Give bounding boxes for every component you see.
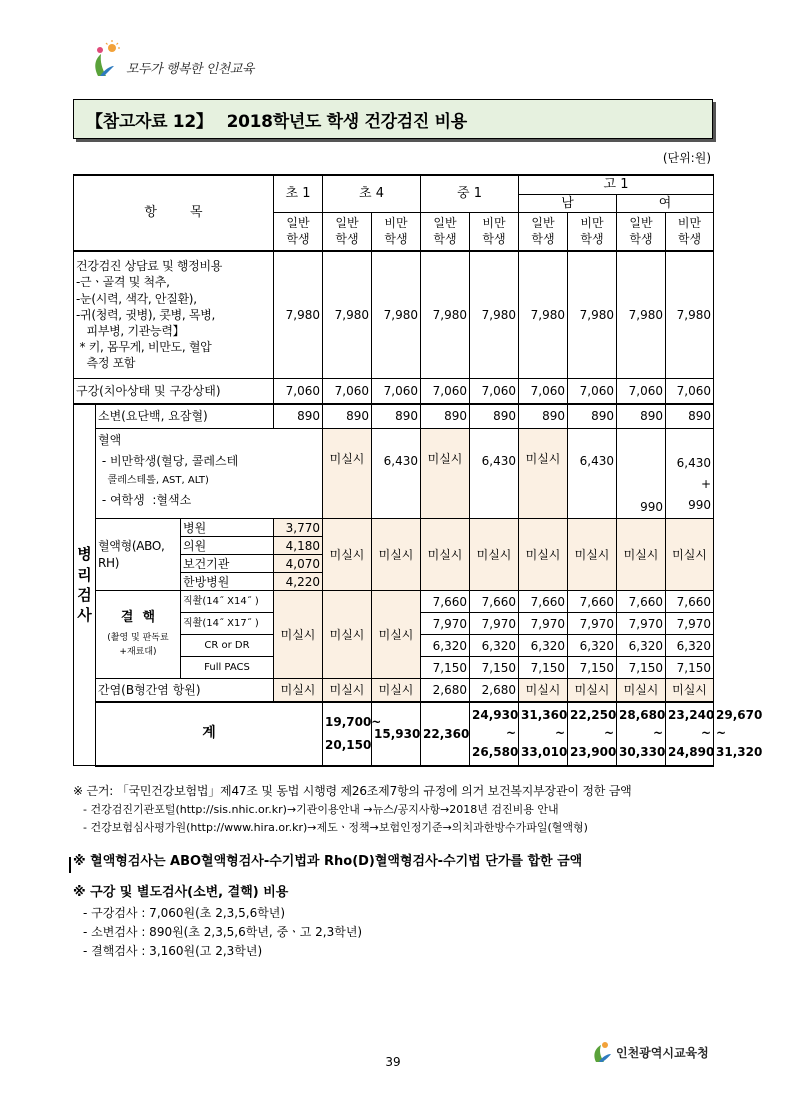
urine-value: 890 <box>274 404 323 429</box>
hospital-name: 한방병원 <box>181 573 274 591</box>
basic-value: 7,980 <box>568 251 617 379</box>
page-number: 39 <box>385 1055 401 1069</box>
tb-label: 결 핵 <box>120 610 156 626</box>
tb-value: 7,660 <box>421 591 470 613</box>
urine-value: 890 <box>323 404 372 429</box>
tb-value: 7,970 <box>470 613 519 635</box>
header-slogan: 모두가 행복한 인천교육 <box>126 61 254 77</box>
blood-label-cell <box>96 429 323 519</box>
tb-not-done: 미실시 <box>274 591 323 679</box>
hospital-name: 의원 <box>181 537 274 555</box>
blood-value: 6,430 <box>568 429 617 519</box>
tb-value: 7,660 <box>519 591 568 613</box>
tb-value: 7,150 <box>519 657 568 679</box>
header-general: 일반 학생 <box>323 213 372 251</box>
hospital-name: 병원 <box>181 519 274 537</box>
bloodtype-not-done: 미실시 <box>519 519 568 591</box>
basic-value: 7,980 <box>421 251 470 379</box>
header-grade4: 초 4 <box>323 175 421 213</box>
notes <box>73 782 718 962</box>
bloodtype-not-done: 미실시 <box>372 519 421 591</box>
hepatitis-value: 미실시 <box>372 679 421 702</box>
tb-value: 7,660 <box>470 591 519 613</box>
oral-value: 7,060 <box>274 379 323 404</box>
cost-table: 항 목 초 1 초 4 중 1 고 1 남 여 일반 학생 일반 학생 비만 학생 일반 학생 비만 학생 일반 학생 비만 학생 일반 학생 비만 학생 건강검진 상담료 및 행정비용 -근ㆍ골격 및 척추, -눈(시력, 색각, 안질환), -귀(청력, 귓병), 콧병, 목병, 피부병, 기관능력】 * 키, 몸무게, 비만도, 혈압 측정 포함 7,980 7,980 7,980 7,980 7,980 7,980 7,980 7,980 7,980 구강(치아상태 및 구강상태) 7,060 7,060 7,060 7,060 7,060 7,060 7,060 7,060 7,060 병 리 검 사 소변(요단백, 요잠혈) 890 890 890 890 890 890 890 890 890 혈액 - 비만학생(혈당, 콜레스테 콜레스테롤, AST, ALT) - 여학생 :혈색소 미실시 6,430 미실시 6,430 미실시 6,430 990 6,430 + 990 혈액형(ABO, RH) 병원 3,770 미실시 미실시 미실시 미실시 미실시 미실시 미실시 미실시 의원 4,180 보건기관 4,070 한방병원 4,220 결 핵 (촬영 및 판독료 +재료대) 직촬(14˝ X14˝ ) 미실시 미실시 미실시 7,660 7,660 7,660 7,660 7,660 7,660 직촬(14˝ X17˝ ) 7,970 7,970 7,970 7,970 7,970 7,970 CR or DR 6,320 6,320 6,320 6,320 6,320 6,320 Full PACS 7,150 7,150 7,150 7,150 7,150 7,150 간염(B형간염 항원) 미실시 미실시 미실시 2,680 2,680 미실시 미실시 미실시 미실시 계 19,700~ 20,150 15,930 22,360 24,930 ~ 26,580 31,360 ~ 33,010 22,250 ~ 23,900 28,680 ~ 30,330 23,240 ~ 24,890 29,670 ~ 31,320 <box>73 174 714 767</box>
hospital-value: 4,220 <box>274 573 323 591</box>
hospital-value: 4,070 <box>274 555 323 573</box>
header-item: 항 목 <box>74 175 274 251</box>
total-range: 24,930 ~ 26,580 <box>470 702 519 766</box>
header-female: 여 <box>617 194 714 213</box>
blood-value: 6,430 <box>372 429 421 519</box>
oral-value: 7,060 <box>470 379 519 404</box>
total-range: 23,240 ~ 24,890 <box>666 702 714 766</box>
footer-org: 인천광역시교육청 <box>616 1045 709 1060</box>
header-obese: 비만 학생 <box>666 213 714 251</box>
blood-line2: 콜레스테롤, AST, ALT) <box>98 475 209 487</box>
header-middle1: 중 1 <box>421 175 519 213</box>
basic-value: 7,980 <box>274 251 323 379</box>
bloodtype-not-done: 미실시 <box>470 519 519 591</box>
blood-not-done: 미실시 <box>519 429 568 519</box>
header-general: 일반 학생 <box>617 213 666 251</box>
note-basis-sub: - 건강검진기관포털(http://sis.nhic.or.kr)→기관이용안내 →뉴스/공지사항→2018년 검진비용 안내 <box>83 803 559 817</box>
basic-value: 7,980 <box>666 251 714 379</box>
unit-label: (단위:원) <box>662 151 711 165</box>
title-text: 2018학년도 학생 건강검진 비용 <box>226 111 467 132</box>
header-obese: 비만 학생 <box>568 213 617 251</box>
hepatitis-value: 2,680 <box>470 679 519 702</box>
tb-value: 6,320 <box>568 635 617 657</box>
basic-value: 7,980 <box>519 251 568 379</box>
basic-value: 7,980 <box>470 251 519 379</box>
note-extra: - 구강검사 : 7,060원(초 2,3,5,6학년) <box>83 905 286 920</box>
basic-value: 7,980 <box>617 251 666 379</box>
tb-value: 6,320 <box>617 635 666 657</box>
bloodtype-not-done: 미실시 <box>323 519 372 591</box>
header-logo <box>88 40 254 80</box>
tb-value: 7,150 <box>568 657 617 679</box>
tb-value: 6,320 <box>666 635 714 657</box>
total-range: 28,680 ~ 30,330 <box>617 702 666 766</box>
oral-value: 7,060 <box>568 379 617 404</box>
tb-value: 6,320 <box>421 635 470 657</box>
blood-value: 6,430 <box>470 429 519 519</box>
note-basis: ※ 근거: 「국민건강보험법」제47조 및 동법 시행령 제26조제7항의 규정에 의거 보건복지부장관이 정한 금액 <box>73 784 632 798</box>
blood-female-obese: 6,430 + 990 <box>666 429 714 519</box>
note-basis-sub: - 건강보험심사평가원(http://www.hira.or.kr)→제도ㆍ정책→보험인정기준→의치과한방수가파일(혈액형) <box>83 820 588 834</box>
urine-value: 890 <box>617 404 666 429</box>
oral-value: 7,060 <box>323 379 372 404</box>
hepatitis-value: 미실시 <box>568 679 617 702</box>
oral-value: 7,060 <box>666 379 714 404</box>
total-range: 31,360 ~ 33,010 <box>519 702 568 766</box>
hepatitis-value: 미실시 <box>666 679 714 702</box>
text-cursor <box>69 857 71 873</box>
urine-label: 소변(요단백, 요잠혈) <box>96 404 274 429</box>
tb-value: 6,320 <box>470 635 519 657</box>
urine-value: 890 <box>666 404 714 429</box>
total-value: 22,360 <box>421 702 470 766</box>
tb-method: Full PACS <box>181 657 274 679</box>
blood-value: 990 <box>617 429 666 519</box>
tb-sub: (촬영 및 판독료 +재료대) <box>107 632 169 658</box>
total-label: 계 <box>96 702 323 766</box>
total-grade1: 19,700~ 20,150 <box>323 702 372 766</box>
header-general: 일반 학생 <box>519 213 568 251</box>
hepatitis-value: 미실시 <box>617 679 666 702</box>
note-bloodtype: ※ 혈액형검사는 ABO혈액형검사-수기법과 Rho(D)혈액형검사-수기법 단가를 합한 금액 <box>73 854 583 870</box>
note-extra: - 소변검사 : 890원(초 2,3,5,6학년, 중ㆍ고 2,3학년) <box>83 925 363 940</box>
title-prefix: 【참고자료 12】 <box>86 111 213 132</box>
blood-not-done: 미실시 <box>323 429 372 519</box>
bloodtype-not-done: 미실시 <box>617 519 666 591</box>
tb-value: 7,660 <box>666 591 714 613</box>
header-grade1: 초 1 <box>274 175 323 213</box>
footer-logo <box>592 1040 709 1064</box>
tb-value: 7,660 <box>568 591 617 613</box>
blood-line1: - 비만학생(혈당, 콜레스테 <box>98 454 239 469</box>
tb-value: 7,150 <box>617 657 666 679</box>
total-value: 15,930 <box>372 702 421 766</box>
incheon-education-logo-icon <box>592 1040 612 1064</box>
tb-value: 7,150 <box>666 657 714 679</box>
tb-value: 7,660 <box>617 591 666 613</box>
tb-value: 7,970 <box>617 613 666 635</box>
basic-value: 7,980 <box>372 251 421 379</box>
tb-value: 7,970 <box>421 613 470 635</box>
tb-method: 직촬(14˝ X14˝ ) <box>181 591 274 613</box>
blood-label: 혈액 <box>98 433 122 448</box>
bloodtype-label: 혈액형(ABO, RH) <box>96 519 181 591</box>
pathology-side-label: 병 리 검 사 <box>74 404 96 766</box>
tb-value: 6,320 <box>519 635 568 657</box>
tb-not-done: 미실시 <box>323 591 372 679</box>
urine-value: 890 <box>372 404 421 429</box>
blood-not-done: 미실시 <box>421 429 470 519</box>
hospital-value: 3,770 <box>274 519 323 537</box>
oral-value: 7,060 <box>421 379 470 404</box>
oral-value: 7,060 <box>617 379 666 404</box>
tb-not-done: 미실시 <box>372 591 421 679</box>
hepatitis-value: 미실시 <box>519 679 568 702</box>
tb-value: 7,150 <box>470 657 519 679</box>
note-extra-title: ※ 구강 및 별도검사(소변, 결핵) 비용 <box>73 885 289 901</box>
bloodtype-not-done: 미실시 <box>568 519 617 591</box>
urine-value: 890 <box>519 404 568 429</box>
document-title <box>73 99 713 139</box>
oral-value: 7,060 <box>519 379 568 404</box>
hepatitis-value: 미실시 <box>274 679 323 702</box>
basic-value: 7,980 <box>323 251 372 379</box>
urine-value: 890 <box>421 404 470 429</box>
bloodtype-not-done: 미실시 <box>421 519 470 591</box>
hospital-value: 4,180 <box>274 537 323 555</box>
tb-value: 7,150 <box>421 657 470 679</box>
total-range: 22,250 ~ 23,900 <box>568 702 617 766</box>
oral-value: 7,060 <box>372 379 421 404</box>
tb-value: 7,970 <box>568 613 617 635</box>
note-extra: - 결핵검사 : 3,160원(고 2,3학년) <box>83 944 263 959</box>
tb-method: CR or DR <box>181 635 274 657</box>
header-obese: 비만 학생 <box>470 213 519 251</box>
hospital-name: 보건기관 <box>181 555 274 573</box>
header-high1: 고 1 <box>519 175 714 194</box>
header-general: 일반 학생 <box>421 213 470 251</box>
header-obese: 비만 학생 <box>372 213 421 251</box>
oral-label: 구강(치아상태 및 구강상태) <box>74 379 274 404</box>
tb-method: 직촬(14˝ X17˝ ) <box>181 613 274 635</box>
tb-value: 7,970 <box>666 613 714 635</box>
incheon-education-logo-icon <box>88 40 122 80</box>
blood-line3: - 여학생 :혈색소 <box>98 492 192 507</box>
hepatitis-label: 간염(B형간염 항원) <box>96 679 274 702</box>
urine-value: 890 <box>568 404 617 429</box>
tb-label-cell <box>96 591 181 679</box>
urine-value: 890 <box>470 404 519 429</box>
header-male: 남 <box>519 194 617 213</box>
bloodtype-not-done: 미실시 <box>666 519 714 591</box>
hepatitis-value: 미실시 <box>323 679 372 702</box>
hepatitis-value: 2,680 <box>421 679 470 702</box>
tb-value: 7,970 <box>519 613 568 635</box>
basic-label: 건강검진 상담료 및 행정비용 -근ㆍ골격 및 척추, -눈(시력, 색각, 안질환), -귀(청력, 귓병), 콧병, 목병, 피부병, 기관능력】 * 키, 몸무게, 비만도, 혈압 측정 포함 <box>74 251 274 379</box>
header-general: 일반 학생 <box>274 213 323 251</box>
